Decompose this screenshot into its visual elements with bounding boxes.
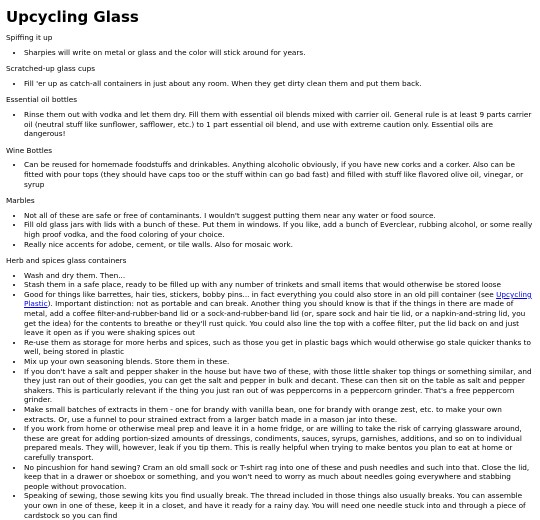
list-item: • Make small batches of extracts in them - one for brandy with vanilla bean, one for brandy with orange zest, etc. to make your own extracts. Or, use a funnel to pour strained extract from a larger batch made in a mason jar into these. xyxy=(24,405,534,424)
list-item-text: ). Important distinction: not as portable and can break. Another thing you should know is that if the things in there are made of metal, add a coffee filter-and-rubber-band lid or a sock-and-rubber-band lid (or, spare sock and hair tie lid, or a napkin-and-string lid, you get the idea) for the contents to breathe or they'll rust quick. You could also line the top with a coffee filter, put the lid back on and just leave it open as if you were shaking spices out xyxy=(24,299,526,338)
section-glass-cups xyxy=(6,64,534,88)
list-item: • Mix up your own seasoning blends. Store them in these. xyxy=(24,357,534,367)
section-heading: Wine Bottles xyxy=(6,145,53,155)
list-item: • No pincushion for hand sewing? Cram an old small sock or T-shirt rag into one of these and push needles and such into that. Close the lid, keep that in a drawer or shoebox or something, and you won't need to worry as much about needles going everywhere and stabbing people without provocation. xyxy=(24,463,534,492)
list-item: • Speaking of sewing, those sewing kits you find usually break. The thread included in those things also usually breaks. You can assemble your own in one of these, keep it in a closet, and have it ready for a rainy day. You will need one needle stuck into and through a piece of cardstock so you can find xyxy=(24,491,534,520)
bullet-list xyxy=(6,271,534,520)
list-item xyxy=(24,290,534,338)
page-title: Upcycling Glass xyxy=(6,8,139,26)
list-item: • Sharpies will write on metal or glass and the color will stick around for years. xyxy=(24,48,534,58)
section-heading: Herb and spices glass containers xyxy=(6,256,127,266)
section-essential-oil xyxy=(6,95,534,138)
bullet-list xyxy=(6,211,534,249)
list-item: • Rinse them out with vodka and let them dry. Fill them with essential oil blends mixed with carrier oil. General rule is at least 9 parts carrier oil (neutral stuff like sunflower, safflower, etc.) to 1 part essential oil blend, and use with extreme caution only. Essential oils are dangerous! xyxy=(24,110,534,139)
section-heading: Marbles xyxy=(6,196,35,206)
bullet-list xyxy=(6,48,534,58)
section-heading: Essential oil bottles xyxy=(6,95,78,105)
list-item: • Stash them in a safe place, ready to be filled up with any number of trinkets and small items that would otherwise be stored loose xyxy=(24,280,534,290)
list-item: • Can be reused for homemade foodstuffs and drinkables. Anything alcoholic obviously, if you have new corks and a corker. Also can be fitted with pour tops (they should have caps too or the stuff within can go bad fast) and filled with stuff like flavored olive oil, vinegar, or syrup xyxy=(24,160,534,189)
section-heading: Scratched-up glass cups xyxy=(6,64,96,74)
upcycling-plastic-link[interactable]: Upcycling Plastic xyxy=(24,289,532,309)
section-heading: Spiffing it up xyxy=(6,33,53,42)
list-item: • Wash and dry them. Then... xyxy=(24,271,534,281)
list-item: • If you don't have a salt and pepper shaker in the house but have two of these, with those little shaker top things or something similar, and they just ran out of their goodies, you can get the salt and pepper in bulk and decant. These can then sit on the table as salt and pepper shakers. This is particularly relevant if the thing you just ran out of was peppercorns in a peppercorn grinder. That's a free peppercorn grinder. xyxy=(24,367,534,405)
bullet-list xyxy=(6,79,534,89)
section-marbles xyxy=(6,196,534,249)
list-item: • Fill 'er up as catch-all containers in just about any room. When they get dirty clean them and put them back. xyxy=(24,79,534,89)
bullet-list xyxy=(6,110,534,139)
section-herb-spices xyxy=(6,256,534,520)
list-item-text: Good for things like barrettes, hair ties, stickers, bobby pins... in fact everything you could also store in an old pill container (see xyxy=(24,289,497,299)
list-item: • Really nice accents for adobe, cement, or tile walls. Also for mosaic work. xyxy=(24,240,534,250)
list-item: • Not all of these are safe or free of contaminants. I wouldn't suggest putting them near any water or food source. xyxy=(24,211,534,221)
list-item: • Fill old glass jars with lids with a bunch of these. Put them in windows. If you like, add a bunch of Everclear, rubbing alcohol, or some really high proof vodka, and the food coloring of your choice. xyxy=(24,220,534,239)
section-spiffing xyxy=(6,33,534,57)
list-item: • If you work from home or otherwise meal prep and leave it in a home fridge, or are willing to take the risk of carrying glassware around, these are great for adding portion-sized amounts of dressings, condiments, sauces, syrups, garnishes, additions, and so on to individual prepared meals. They will, however, leak if you tip them. This is really helpful when trying to make bentos you plan to eat at home or carefully transport. xyxy=(24,424,534,462)
bullet-list xyxy=(6,160,534,189)
list-item: • Re-use them as storage for more herbs and spices, such as those you get in plastic bags which would otherwise go stale quicker thanks to well, being stored in plastic xyxy=(24,338,534,357)
section-wine-bottles xyxy=(6,146,534,189)
